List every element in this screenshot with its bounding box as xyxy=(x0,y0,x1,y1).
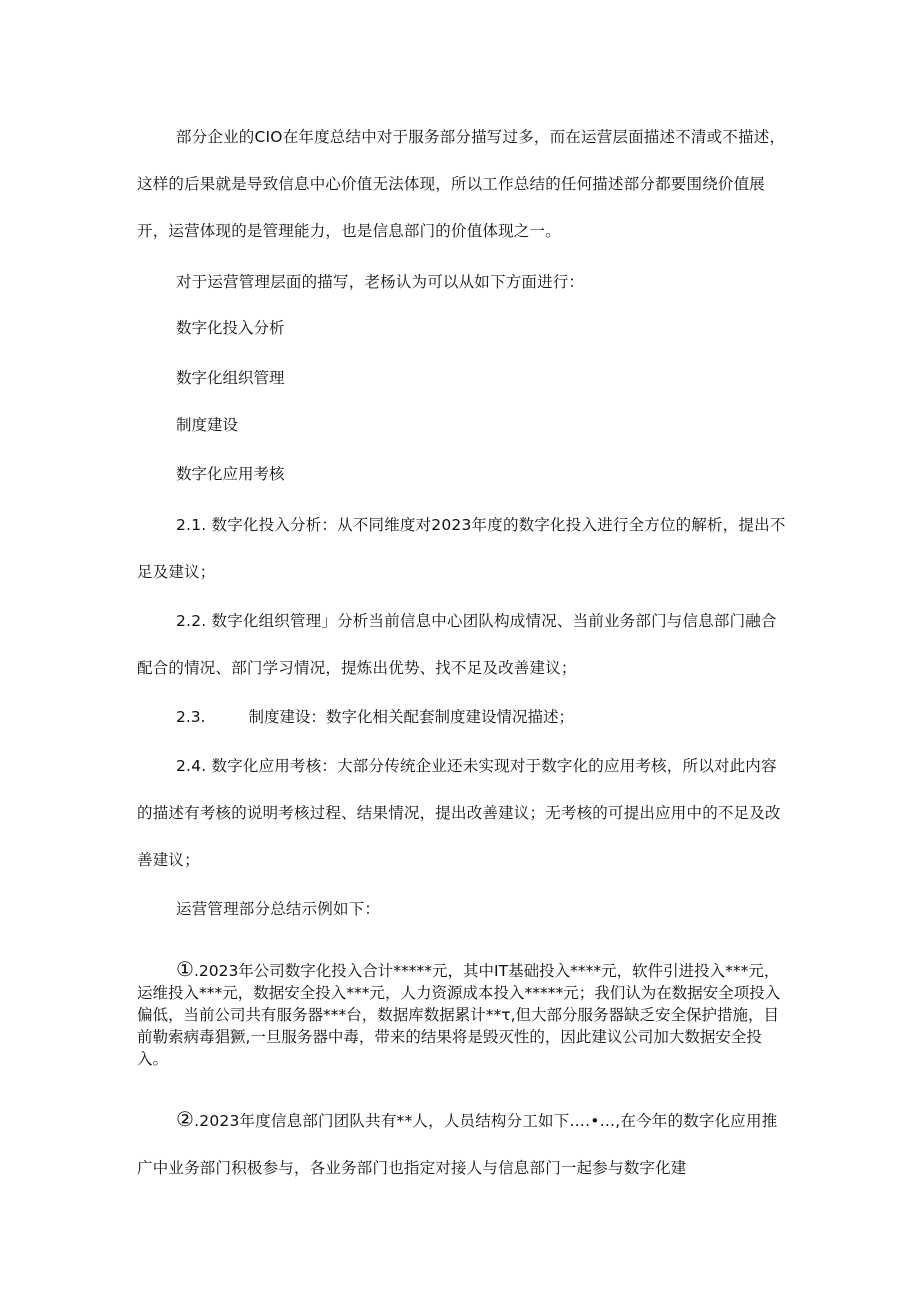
example-title: 运营管理部分总结示例如下： xyxy=(176,900,381,918)
list-item: 制度建设 xyxy=(176,416,239,434)
circled-number-2: ② xyxy=(176,1107,195,1131)
example-1-text: .2023年公司数字化投入合计*****元，其中IT基础投入****元，软件引进投入***元，运维投入***元，数据安全投入***元，人力资源成本投入*****元；我们认为在数据安全项投入偏低，当前公司共有服务器***台，数据库数据累计**τ,但大部分服务器缺乏安全保护措施，目前勒索病毒猖獗,一旦服务器中毒，带来的结果将是毁灭性的，因此建议公司加大数据安全投入。 xyxy=(137,962,781,1068)
example-1 xyxy=(137,958,787,1070)
paragraph-lead: 对于运营管理层面的描写，老杨认为可以从如下方面进行： xyxy=(176,273,585,291)
section-2-3-text: 制度建设：数字化相关配套制度建设情况描述； xyxy=(248,708,575,726)
example-2 xyxy=(137,1096,787,1192)
section-2-2: 2.2. 数字化组织管理」分析当前信息中心团队构成情况、当前业务部门与信息部门融合配合的情况、部门学习情况，提炼出优势、找不足及改善建议； xyxy=(137,612,777,677)
example-2-text: .2023年度信息部门团队共有**人，人员结构分工如下….•…,在今年的数字化应用推广中业务部门积极参与，各业务部门也指定对接人与信息部门一起参与数字化建 xyxy=(137,1112,778,1177)
paragraph-intro: 部分企业的CIO在年度总结中对于服务部分描写过多，而在运营层面描述不清或不描述，这样的后果就是导致信息中心价值无法体现，所以工作总结的任何描述部分都要围绕价值展开，运营体现的是管理能力，也是信息部门的价值体现之一。 xyxy=(137,128,786,240)
section-2-3-number: 2.3. xyxy=(176,708,206,726)
circled-number-1: ① xyxy=(176,957,194,981)
list-item: 数字化应用考核 xyxy=(176,465,285,483)
section-2-1: 2.1. 数字化投入分析：从不同维度对2023年度的数字化投入进行全方位的解析，提出不足及建议； xyxy=(137,516,786,581)
section-2-3 xyxy=(176,707,776,727)
list-item: 数字化组织管理 xyxy=(176,369,285,387)
section-2-4: 2.4. 数字化应用考核：大部分传统企业还未实现对于数字化的应用考核，所以对此内容的描述有考核的说明考核过程、结果情况，提出改善建议；无考核的可提出应用中的不足及改善建议； xyxy=(137,757,781,869)
list-item: 数字化投入分析 xyxy=(176,319,285,337)
